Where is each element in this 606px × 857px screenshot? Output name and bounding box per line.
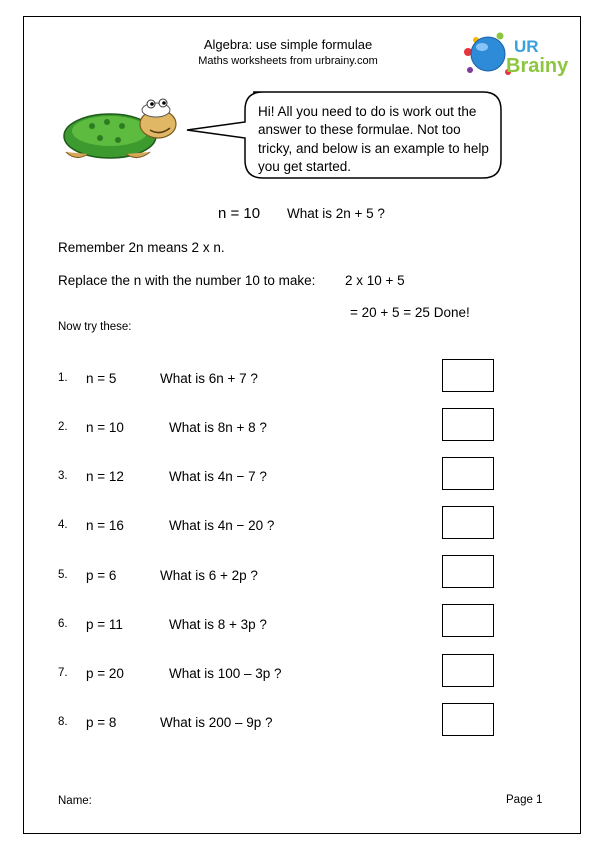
answer-box[interactable] (442, 654, 494, 687)
instruction-text: Now try these: (58, 321, 132, 333)
question-text: What is 6 + 2p ? (160, 568, 258, 583)
question-text: What is 8 + 3p ? (169, 617, 267, 632)
question-variable: p = 20 (86, 666, 124, 681)
answer-box[interactable] (442, 359, 494, 392)
question-number: 8. (58, 716, 68, 728)
question-variable: p = 11 (86, 617, 123, 632)
name-label: Name: (58, 795, 92, 807)
logo-ur-text: UR (514, 37, 539, 56)
answer-box[interactable] (442, 506, 494, 539)
example-question: What is 2n + 5 ? (287, 206, 385, 221)
question-text: What is 6n + 7 ? (160, 371, 258, 386)
question-text: What is 8n + 8 ? (169, 420, 267, 435)
question-number: 6. (58, 618, 68, 630)
question-number: 1. (58, 372, 68, 384)
question-variable: n = 10 (86, 420, 124, 435)
example-replace: Replace the n with the number 10 to make: (58, 273, 316, 288)
turtle-mascot-icon (52, 96, 182, 164)
question-text: What is 100 – 3p ? (169, 666, 282, 681)
question-number: 5. (58, 569, 68, 581)
question-number: 2. (58, 421, 68, 433)
question-variable: p = 6 (86, 568, 117, 583)
answer-box[interactable] (442, 604, 494, 637)
example-result: = 20 + 5 = 25 Done! (350, 305, 470, 320)
answer-box[interactable] (442, 457, 494, 490)
question-text: What is 4n − 7 ? (169, 469, 267, 484)
question-number: 4. (58, 519, 68, 531)
answer-box[interactable] (442, 555, 494, 588)
speech-bubble-text: Hi! All you need to do is work out the answer to these formulae. Not too tricky, and below is an example to help you get started. (258, 104, 489, 174)
worksheet-title: Algebra: use simple formulae (203, 37, 373, 52)
example-remember: Remember 2n means 2 x n. (58, 240, 225, 255)
example-replace-expression: 2 x 10 + 5 (345, 273, 405, 288)
logo-brainy-text: Brainy (506, 55, 569, 77)
answer-box[interactable] (442, 703, 494, 736)
answer-box[interactable] (442, 408, 494, 441)
question-variable: p = 8 (86, 715, 117, 730)
question-number: 3. (58, 470, 68, 482)
question-number: 7. (58, 667, 68, 679)
question-variable: n = 16 (86, 518, 124, 533)
question-variable: n = 12 (86, 469, 124, 484)
example-given: n = 10 (218, 205, 261, 222)
worksheet-subtitle: Maths worksheets from urbrainy.com (198, 55, 378, 67)
question-variable: n = 5 (86, 371, 117, 386)
question-text: What is 4n − 20 ? (169, 518, 275, 533)
page-number: Page 1 (506, 794, 543, 806)
urbrainy-logo (462, 28, 580, 86)
question-text: What is 200 – 9p ? (160, 715, 273, 730)
